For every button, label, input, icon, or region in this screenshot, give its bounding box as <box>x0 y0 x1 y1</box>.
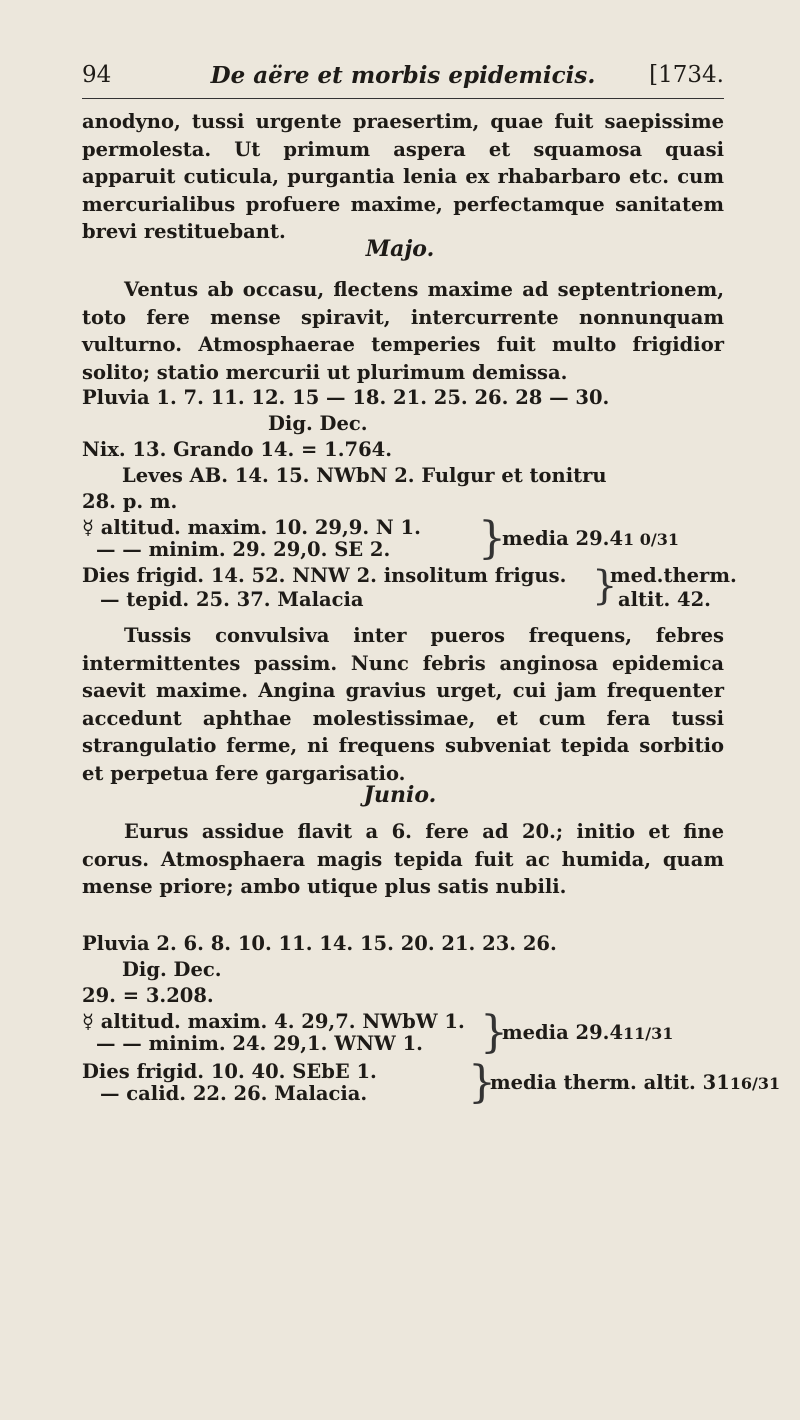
majo-therm-altit: altit. 42. <box>618 588 711 611</box>
junio-nix-line: 29. = 3.208. <box>82 984 214 1007</box>
brace: } <box>468 1057 496 1108</box>
header-rule <box>82 98 724 99</box>
majo-dies-frigid: Dies frigid. 14. 52. NNW 2. insolitum frigus. <box>82 564 567 587</box>
majo-alt-min: — — minim. 29. 29,0. SE 2. <box>96 538 391 561</box>
junio-alt-max: ☿ altitud. maxim. 4. 29,7. NWbW 1. <box>82 1010 465 1033</box>
page-number: 94 <box>82 62 112 88</box>
section-heading-junio: Junio. <box>363 782 437 808</box>
brace: } <box>480 1007 508 1058</box>
majo-morbi-paragraph: Tussis convulsiva inter pueros frequens, febres intermittentes passim. Nunc febris anginosa epidemica saevit maxime. Angina gravius urget, cui jam frequenter accedunt aphthae molestissimae, et cum fera tussi strangulatio ferme, ni frequens subveniat tepida sorbitio et perpetua fere gargarisatio. <box>82 624 724 785</box>
junio-dig-line: Dig. Dec. <box>122 958 222 981</box>
majo-dig-line: Dig. Dec. <box>268 412 368 435</box>
majo-leves-cont: 28. p. m. <box>82 490 178 513</box>
running-header <box>82 62 724 96</box>
majo-dies-tepid: — tepid. 25. 37. Malacia <box>100 588 364 611</box>
majo-therm-media: med.therm. <box>610 564 737 587</box>
brace: } <box>592 563 618 609</box>
year-label: [1734. <box>649 62 724 88</box>
junio-alt-media: media 29.411/31 <box>502 1021 674 1044</box>
junio-therm-media: media therm. altit. 3116/31 <box>490 1071 781 1094</box>
brace: } <box>478 513 506 564</box>
majo-pluvia-line: Pluvia 1. 7. 11. 12. 15 — 18. 21. 25. 26. 28 — 30. <box>82 386 610 409</box>
junio-dies-frigid: Dies frigid. 10. 40. SEbE 1. <box>82 1060 377 1083</box>
intro-paragraph: anodyno, tussi urgente praesertim, quae fuit saepissime permolesta. Ut primum aspera et squamosa quasi apparuit cuticula, purgantia lenia ex rhabarbaro etc. cum mercurialibus profuere maxime, perfectamque sanitatem brevi restituebant. <box>82 110 724 243</box>
section-heading-majo: Majo. <box>365 236 435 262</box>
junio-alt-min: — — minim. 24. 29,1. WNW 1. <box>96 1032 423 1055</box>
running-title: De aëre et morbis epidemicis. <box>210 62 596 89</box>
junio-weather-paragraph: Eurus assidue flavit a 6. fere ad 20.; initio et fine corus. Atmosphaera magis tepida fuit ac humida, quam mense priore; ambo utique plus satis nubili. <box>82 820 724 898</box>
junio-dies-calid: — calid. 22. 26. Malacia. <box>100 1082 368 1105</box>
majo-alt-max: ☿ altitud. maxim. 10. 29,9. N 1. <box>82 516 421 539</box>
majo-alt-media: media 29.41 0/31 <box>502 527 679 550</box>
junio-pluvia-line: Pluvia 2. 6. 8. 10. 11. 14. 15. 20. 21. 23. 26. <box>82 932 557 955</box>
majo-weather-paragraph: Ventus ab occasu, flectens maxime ad septentrionem, toto fere mense spiravit, intercurrente nonnunquam vulturno. Atmosphaerae temperies fuit multo frigidior solito; statio mercurii ut plurimum demissa. <box>82 278 724 384</box>
majo-leves-line: Leves AB. 14. 15. NWbN 2. Fulgur et tonitru <box>122 464 607 487</box>
majo-nix-line: Nix. 13. Grando 14. = 1.764. <box>82 438 393 461</box>
